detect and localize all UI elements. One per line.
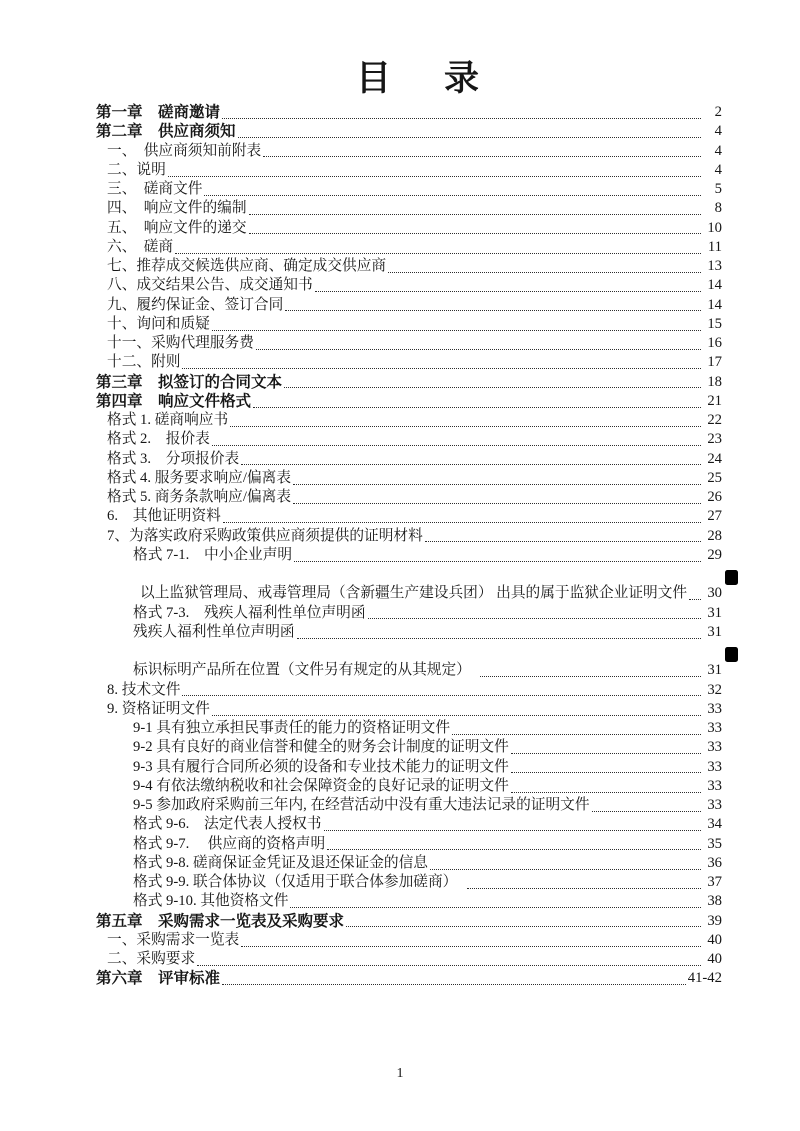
toc-entry-label: 二、采购要求 [107, 951, 196, 967]
toc-entry [96, 873, 722, 892]
toc-entry-page: 21 [707, 392, 722, 409]
toc-entry-page: 39 [707, 912, 722, 929]
toc-entry [96, 912, 722, 931]
toc-entry [96, 238, 722, 257]
toc-entry-label: 第二章 供应商须知 [96, 123, 236, 141]
toc-entry-page: 27 [707, 508, 722, 525]
toc-entry-label: 第三章 拟签订的合同文本 [96, 373, 283, 391]
toc-entry-page: 29 [707, 546, 722, 563]
toc-leader-dots [297, 623, 701, 639]
toc-entry-page: 31 [707, 604, 722, 621]
toc-entry [96, 681, 722, 700]
toc-leader-dots [293, 488, 701, 504]
toc-entry-page: 36 [707, 854, 722, 871]
toc-entry [96, 950, 722, 969]
toc-entry [96, 103, 722, 122]
toc-entry [96, 584, 722, 603]
toc-leader-dots [592, 796, 701, 812]
toc-entry [96, 758, 722, 777]
toc-leader-dots [467, 873, 701, 889]
toc-entry-page: 31 [707, 623, 722, 640]
toc-entry-label: 六、 磋商 [107, 238, 174, 255]
toc-leader-dots [511, 738, 701, 754]
toc-entry [96, 257, 722, 276]
toc-leader-dots [197, 950, 701, 966]
redaction-mark [725, 647, 738, 662]
toc-entry-label: 九、履约保证金、签订合同 [107, 296, 284, 313]
toc-leader-dots [204, 180, 701, 196]
toc-leader-dots [294, 546, 701, 562]
toc-leader-dots [249, 199, 701, 215]
toc-entry-label: 十一、采购代理服务费 [107, 335, 254, 351]
toc-entry-label: 八、成交结果公告、成交通知书 [107, 277, 313, 294]
page-title: 目 录 [355, 59, 488, 98]
toc-entry-page: 26 [707, 489, 722, 505]
toc-entry [96, 738, 722, 757]
toc-leader-dots [212, 700, 701, 716]
toc-entry-page: 33 [707, 720, 722, 736]
toc-entry [96, 661, 722, 680]
toc-entry-page: 33 [707, 700, 722, 717]
toc-leader-dots [230, 411, 701, 427]
toc-leader-dots [368, 604, 701, 620]
toc-entry-page: 35 [707, 835, 722, 852]
toc-entry [96, 315, 722, 334]
toc-entry-page: 4 [714, 123, 722, 140]
toc-leader-dots [222, 103, 701, 119]
toc-entry-page: 11 [707, 238, 722, 255]
toc-entry-label: 第四章 响应文件格式 [96, 392, 252, 410]
toc-entry-label: 格式 9-6. 法定代表人授权书 [133, 816, 322, 833]
toc-entry [96, 334, 722, 353]
toc-entry-label: 格式 9-8. 磋商保证金凭证及退还保证金的信息 [133, 854, 428, 871]
toc-leader-dots [284, 373, 701, 389]
toc-entry [96, 276, 722, 295]
toc-entry-label: 格式 2. 报价表 [107, 431, 210, 448]
redaction-mark [725, 570, 738, 585]
toc-entry [96, 488, 722, 507]
toc-entry [96, 796, 722, 815]
toc-entry-label: 7、为落实政府采购政策供应商须提供的证明材料 [107, 527, 423, 544]
toc-entry-page: 41-42 [687, 970, 722, 987]
toc-entry-page: 4 [714, 161, 722, 178]
toc-leader-dots [256, 334, 701, 350]
toc-entry [96, 122, 722, 141]
toc-entry-page: 34 [707, 816, 722, 833]
toc-entry [96, 411, 722, 430]
toc-entry-page: 16 [707, 335, 722, 351]
toc-entry-label: 七、推荐成交候选供应商、确定成交供应商 [107, 258, 387, 274]
toc-entry [96, 835, 722, 854]
toc-leader-dots [346, 912, 701, 928]
toc-leader-dots [327, 835, 701, 851]
toc-entry-label: 9-2 具有良好的商业信誉和健全的财务会计制度的证明文件 [133, 739, 509, 756]
toc-entry-page: 4 [714, 142, 722, 159]
toc-entry-page: 33 [707, 758, 722, 775]
toc-list [96, 103, 722, 989]
toc-entry-page: 13 [707, 258, 722, 274]
toc-entry-page: 38 [707, 893, 722, 910]
toc-entry [96, 969, 722, 988]
toc-entry-label: 第六章 评审标准 [96, 970, 221, 988]
toc-entry-label: 五、 响应文件的递交 [107, 219, 247, 236]
toc-entry-label: 一、采购需求一览表 [107, 931, 240, 948]
toc-entry-page: 30 [707, 585, 722, 602]
toc-leader-dots [238, 122, 701, 138]
toc-entry [96, 700, 722, 719]
toc-entry-label: 9-4 有依法缴纳税收和社会保障资金的良好记录的证明文件 [133, 777, 509, 794]
toc-entry [96, 604, 722, 623]
toc-entry-page: 25 [707, 469, 722, 486]
toc-leader-dots [511, 777, 701, 793]
toc-entry-label: 格式 4. 服务要求响应/偏离表 [107, 469, 292, 486]
toc-leader-dots [182, 353, 701, 369]
toc-entry-page: 5 [714, 181, 722, 197]
toc-leader-dots [452, 719, 701, 735]
toc-entry-label: 格式 9-10. 其他资格文件 [133, 893, 289, 910]
toc-leader-dots [285, 296, 701, 312]
toc-leader-dots [480, 661, 701, 677]
toc-entry-page: 31 [707, 662, 722, 679]
toc-leader-dots [293, 469, 701, 485]
toc-leader-dots [290, 892, 701, 908]
footer-page-number: 1 [396, 1066, 404, 1081]
toc-entry-label: 9-1 具有独立承担民事责任的能力的资格证明文件 [133, 720, 451, 736]
toc-leader-dots [182, 681, 701, 697]
toc-leader-dots [241, 931, 701, 947]
toc-entry [96, 719, 722, 738]
toc-entry [96, 296, 722, 315]
toc-leader-dots [689, 584, 701, 600]
toc-entry-label: 残疾人福利性单位声明函 [133, 623, 295, 640]
toc-entry [96, 777, 722, 796]
toc-entry-page: 8 [714, 200, 722, 217]
toc-entry-page: 10 [707, 219, 722, 236]
toc-entry-label: 9-5 参加政府采购前三年内, 在经营活动中没有重大违法记录的证明文件 [133, 797, 590, 813]
toc-redacted-row [96, 565, 722, 584]
toc-entry-label: 十二、附则 [107, 354, 181, 371]
toc-entry-label: 三、 磋商文件 [107, 181, 203, 197]
toc-entry-label: 格式 9-7. 供应商的资格声明 [133, 835, 326, 852]
toc-entry [96, 373, 722, 392]
toc-entry [96, 450, 722, 469]
toc-page-content [96, 57, 722, 989]
toc-entry-label: 一、 供应商须知前附表 [107, 142, 262, 159]
toc-entry-label: 格式 7-3. 残疾人福利性单位声明函 [133, 604, 366, 621]
toc-entry-label: 9-3 具有履行合同所必须的设备和专业技术能力的证明文件 [133, 758, 509, 775]
toc-leader-dots [175, 238, 701, 254]
toc-leader-dots [430, 854, 701, 870]
toc-entry [96, 623, 722, 642]
toc-entry [96, 161, 722, 180]
toc-redacted-row [96, 642, 722, 661]
toc-entry-page: 33 [707, 797, 722, 813]
toc-leader-dots [212, 430, 701, 446]
toc-entry [96, 199, 722, 218]
toc-entry-label: 格式 5. 商务条款响应/偏离表 [107, 489, 292, 505]
toc-entry-label: 格式 9-9. 联合体协议（仅适用于联合体参加磋商） [133, 874, 465, 890]
toc-entry-page: 14 [707, 277, 722, 294]
toc-entry [96, 546, 722, 565]
toc-leader-dots [425, 527, 701, 543]
toc-entry-page: 18 [707, 373, 722, 390]
toc-entry [96, 430, 722, 449]
toc-entry-page: 33 [707, 777, 722, 794]
toc-entry-label: 四、 响应文件的编制 [107, 200, 247, 217]
toc-entry-page: 15 [707, 315, 722, 332]
toc-entry-label: 第五章 采购需求一览表及采购要求 [96, 912, 345, 930]
toc-entry-page: 23 [707, 431, 722, 448]
toc-entry-label: 标识标明产品所在位置（文件另有规定的从其规定） [133, 662, 479, 679]
toc-entry-label: 8. 技术文件 [107, 681, 181, 698]
toc-entry-label: 以上监狱管理局、戒毒管理局（含新疆生产建设兵团） 出具的属于监狱企业证明文件 [140, 585, 688, 602]
toc-entry-page: 33 [707, 739, 722, 756]
toc-entry [96, 931, 722, 950]
toc-entry-label: 第一章 磋商邀请 [96, 104, 221, 121]
toc-leader-dots [253, 392, 701, 408]
toc-entry-page: 32 [707, 681, 722, 698]
toc-entry-label: 格式 1. 磋商响应书 [107, 412, 229, 428]
toc-entry-page: 37 [707, 874, 722, 890]
toc-leader-dots [388, 257, 701, 273]
toc-entry [96, 392, 722, 411]
toc-leader-dots [223, 507, 701, 523]
toc-entry [96, 507, 722, 526]
toc-entry-label: 9. 资格证明文件 [107, 700, 210, 717]
toc-entry [96, 353, 722, 372]
toc-leader-dots [263, 142, 701, 158]
toc-leader-dots [324, 815, 702, 831]
toc-entry [96, 527, 722, 546]
toc-entry-page: 14 [707, 296, 722, 313]
toc-entry-page: 40 [707, 931, 722, 948]
toc-leader-dots [315, 276, 701, 292]
toc-entry-page: 2 [714, 104, 722, 120]
toc-entry-page: 28 [707, 527, 722, 544]
toc-leader-dots [168, 161, 701, 177]
toc-leader-dots [222, 969, 686, 985]
toc-entry [96, 892, 722, 911]
toc-entry-label: 格式 3. 分项报价表 [107, 450, 240, 467]
toc-entry [96, 142, 722, 161]
toc-entry-page: 40 [707, 951, 722, 967]
toc-entry [96, 854, 722, 873]
toc-entry-label: 二、说明 [107, 161, 166, 178]
toc-leader-dots [511, 758, 701, 774]
toc-entry [96, 219, 722, 238]
toc-entry [96, 815, 722, 834]
toc-entry [96, 180, 722, 199]
toc-entry-label: 格式 7-1. 中小企业声明 [133, 546, 293, 563]
toc-entry-page: 24 [707, 450, 722, 467]
toc-entry-label: 6. 其他证明资料 [107, 508, 221, 525]
toc-entry-page: 22 [707, 412, 722, 428]
toc-leader-dots [249, 219, 701, 235]
toc-entry-label: 十、询问和质疑 [107, 315, 210, 332]
toc-entry-page: 17 [707, 354, 722, 371]
toc-leader-dots [241, 450, 701, 466]
toc-entry [96, 469, 722, 488]
toc-leader-dots [212, 315, 701, 331]
